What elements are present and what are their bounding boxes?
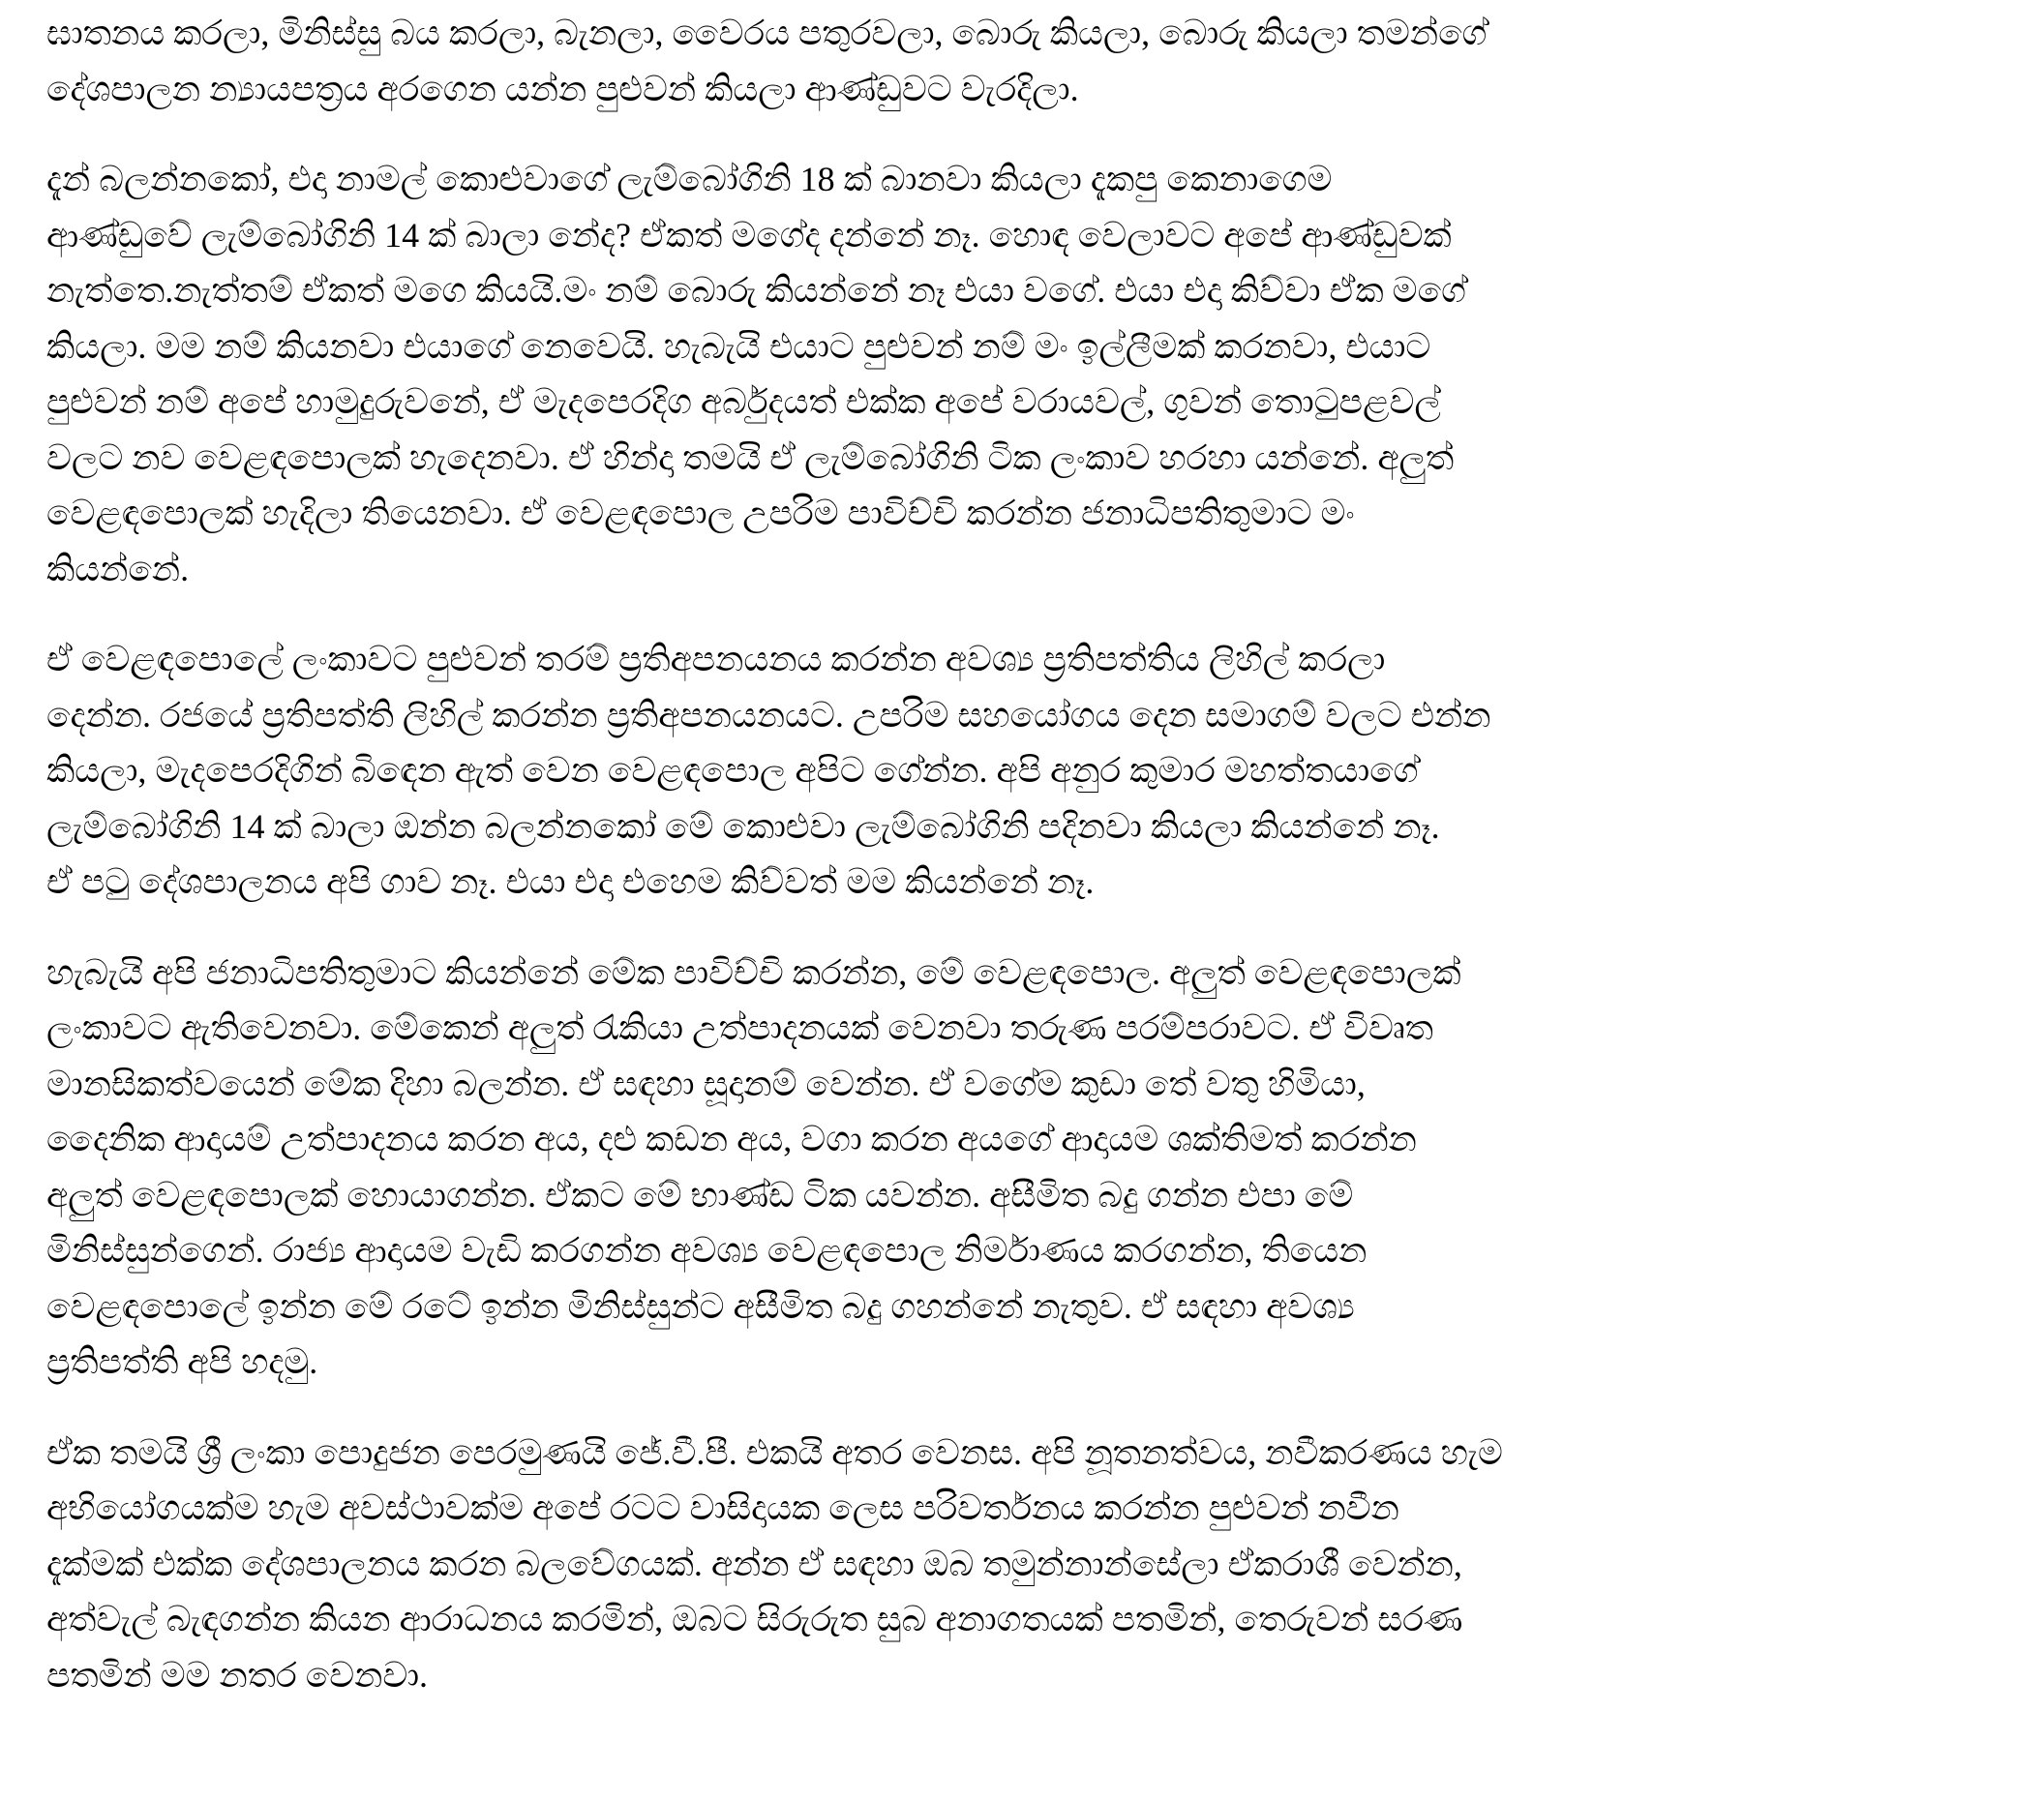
text-line: දෙන්න. රජයේ ප්‍රතිපත්ති ලිහිල් කරන්න ප්‍රතිඅපනයනයට. උපරිම සහයෝගය දෙන සමාගම් වලට එන්න	[46, 695, 1491, 735]
text-line: මිනිස්සුන්ගෙන්. රාජ්‍ය ආදායම වැඩි කරගන්න අවශ්‍ය වෙළඳපොල නිර්මාණය කරගන්න, තියෙන	[46, 1231, 1368, 1270]
text-line: ලැම්බෝගිනි 14 ක් බාලා ඔන්න බලන්නකෝ මේ කොළුවා ලැම්බෝගිනි පදිනවා කියලා කියන්නේ නෑ.	[46, 806, 1440, 846]
text-line: ආණ්ඩුවේ ලැම්බෝගිනි 14 ක් බාලා නේද? ඒකත් මගේද දන්නේ නෑ. හොඳ වෙලාවට අපේ ආණ්ඩුවක්	[46, 215, 1452, 255]
text-line: වෙළඳපොලේ ඉන්න මේ රටේ ඉන්න මිනිස්සුන්ට අසීමිත බදු ගහන්නේ නැතුව. ඒ සඳහා අවශ්‍ය	[46, 1286, 1355, 1326]
text-line: පුළුවන් නම් අපේ හාමුදුරුවනේ, ඒ මැදපෙරදිග අර්බුදයත් එක්ක අපේ වරායවල්, ගුවන් තොටුපළවල්	[46, 382, 1441, 421]
text-line: දැක්මක් එක්ක දේශපාලනය කරන බලවේගයක්. අන්න ඒ සඳහා ඔබ තමුන්නාන්සේලා ඒකරාශී වෙන්න,	[46, 1544, 1462, 1583]
text-line: පතමින් මම නතර වෙනවා.	[46, 1655, 429, 1695]
text-line: කියන්නේ.	[46, 549, 190, 588]
text-line: නැත්තෙ.නැත්තම් ඒකත් මගෙ කියයි.මං නම් බොරු කියන්නේ නෑ එයා වගේ. එයා එදා කිව්වා ඒක මගේ	[46, 271, 1466, 310]
text-line: දේශපාලන න්‍යායපත්‍රය අරගෙන යන්න පුළුවන් කියලා ආණ්ඩුවට වැරදිලා.	[46, 69, 1079, 108]
text-line: වෙළඳපොලක් හැදිලා තියෙනවා. ඒ වෙළඳපොල උපරිම පාවිච්චි කරන්න ජනාධිපතිතුමාට මං	[46, 494, 1355, 532]
text-line: කියලා. මම නම් කියනවා එයාගේ නෙවෙයි. හැබැයි එයාට පුළුවන් නම් මං ඉල්ලීමක් කරනවා, එයාට	[46, 326, 1431, 366]
text-line: හැබැයි අපි ජනාධිපතිතුමාට කියන්නේ මේක පාවිච්චි කරන්න, මේ වෙළඳපොල. අලුත් වෙළඳපොලක්	[46, 952, 1461, 992]
document-body	[46, 6, 1977, 1738]
text-line: ලංකාවට ඇතිවෙනවා. මේකෙන් අලුත් රැකියා උත්පාදනයක් වෙනවා තරුණ පරම්පරාවට. ඒ විවෘත	[46, 1008, 1433, 1047]
text-line: කියලා, මැදපෙරදිගින් බිඳෙන ඇත් වෙන වෙළඳපොල අපිට ගේන්න. අපි අනුර කුමාර මහත්තයාගේ	[46, 751, 1419, 790]
paragraph-2	[46, 152, 1977, 597]
text-line: දැන් බලන්නකෝ, එදා නාමල් කොළුවාගේ ලැම්බෝගිනි 18 ක් බානවා කියලා දැකපු කෙනාගෙම	[46, 160, 1333, 198]
text-line: අලුත් වෙළඳපොලක් හොයාගන්න. ඒකට මේ භාණ්ඩ ටික යවන්න. අසීමිත බදු ගන්න එපා මේ	[46, 1175, 1354, 1215]
text-line: වලට නව වෙළඳපොලක් හැදෙනවා. ඒ හින්දා තමයි ඒ ලැම්බෝගිනි ටික ලංකාව හරහා යන්නේ. අලුත්	[46, 437, 1455, 477]
paragraph-4	[46, 946, 1977, 1391]
text-line: අත්වැල් බැඳගන්න කියන ආරාධනය කරමින්, ඔබට සිරුරුත සුබ අනාගතයක් පතමින්, තෙරුවන් සරණ	[46, 1600, 1463, 1638]
paragraph-5	[46, 1426, 1977, 1704]
text-line: ඒ පටු දේශපාලනය අපි ගාව නෑ. එයා එදා එහෙම කිව්වත් මම කියන්නේ නෑ.	[46, 862, 1095, 901]
text-line: ඝාතනය කරලා, මිනිස්සු බය කරලා, බැනලා, වෛරය පතුරවලා, බොරු කියලා, බොරු කියලා තමන්ගේ	[46, 14, 1488, 52]
text-line: ප්‍රතිපත්ති අපි හදමු.	[46, 1342, 318, 1381]
paragraph-3	[46, 632, 1977, 911]
text-line: මානසිකත්වයෙන් මේක දිහා බලන්න. ඒ සඳහා සූදානම් වෙන්න. ඒ වගේම කුඩා තේ වතු හිමියා,	[46, 1064, 1366, 1103]
text-line: අභියෝගයක්ම හැම අවස්ථාවක්ම අපේ රටට වාසිදායක ලෙස පරිවර්තනය කරන්න පුළුවන් නවීන	[46, 1488, 1399, 1527]
paragraph-1	[46, 6, 1977, 117]
text-line: ඒ වෙළඳපොලේ ලංකාවට පුළුවන් තරම් ප්‍රතිඅපනයනය කරන්න අවශ්‍ය ප්‍රතිපත්තිය ලිහිල් කරලා	[46, 640, 1386, 678]
text-line: දෛනික ආදායම් උත්පාදනය කරන අය, දළු කඩන අය, වගා කරන අයගේ ආදායම ශක්තිමත් කරන්න	[46, 1120, 1417, 1158]
text-line: ඒක තමයි ශ්‍රී ලංකා පොදුජන පෙරමුණයි ජේ.වී.පී. එකයි අතර වෙනස. අපි නූතනත්වය, නවීකරණය හැම	[46, 1432, 1503, 1472]
